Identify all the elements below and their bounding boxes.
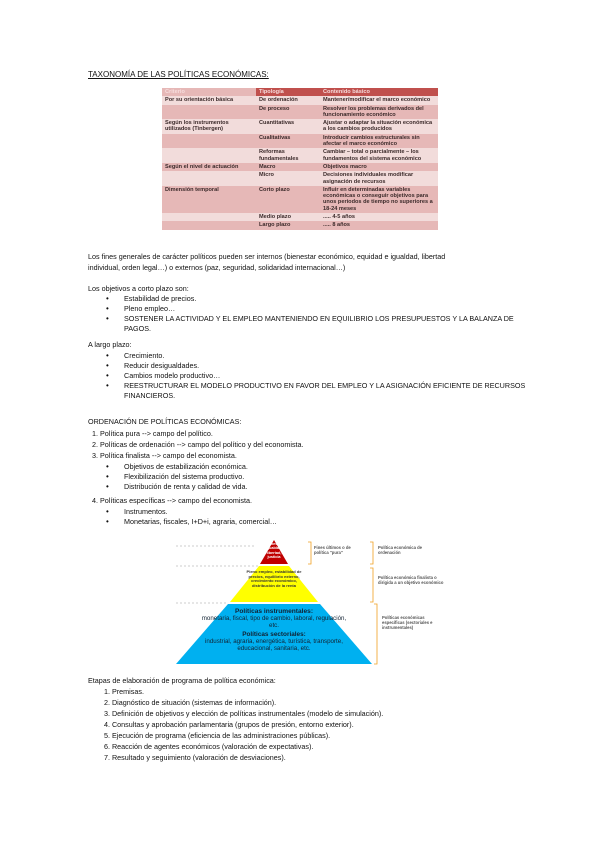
table-cell xyxy=(162,148,256,163)
ordenacion-item-2: 2. Políticas de ordenación --> campo del político y del economista. xyxy=(92,440,304,449)
table-cell: Según el nivel de actuación xyxy=(162,163,256,171)
list-item: • Monetarias, fiscales, I+D+i, agraria, comercial… xyxy=(106,517,277,527)
table-cell: Micro xyxy=(256,171,320,186)
label-ordenacion: Política económica de ordenación xyxy=(378,545,422,555)
especificas-list xyxy=(106,507,277,527)
table-cell: Dimensión temporal xyxy=(162,186,256,213)
etapa-item: 7. Resultado y seguimiento (valoración de desviaciones). xyxy=(104,753,286,762)
table-cell: Cualitativas xyxy=(256,134,320,149)
list-item: • Flexibilización del sistema productivo. xyxy=(106,472,248,482)
table-cell: Decisiones individuales modificar asignación de recursos xyxy=(320,171,438,186)
list-item: • Estabilidad de precios. xyxy=(106,294,534,304)
etapa-item: 2. Diagnóstico de situación (sistemas de información). xyxy=(104,698,277,707)
table-row xyxy=(162,119,438,134)
etapa-item: 6. Reacción de agentes económicos (valoración de expectativas). xyxy=(104,742,314,751)
etapas-heading: Etapas de elaboración de programa de política económica: xyxy=(88,676,276,685)
long-term-heading: A largo plazo: xyxy=(88,340,132,349)
taxonomy-table xyxy=(162,88,438,230)
table-cell: Según los instrumentos utilizados (Tinbergen) xyxy=(162,119,256,134)
list-item: • Instrumentos. xyxy=(106,507,277,517)
pyramid-top-label: Bienestar, igualdad, libertad, justicia xyxy=(264,542,284,560)
table-cell: Introducir cambios estructurales sin afectar el marco económico xyxy=(320,134,438,149)
table-cell: Mantener/modificar el marco económico xyxy=(320,96,438,104)
label-finalista: Política económica finalista o dirigida a un objetivo económico xyxy=(378,575,444,585)
table-cell: De ordenación xyxy=(256,96,320,104)
paragraph-fines-line2: individual, orden legal…) o externos (paz, seguridad, solidaridad internacional…) xyxy=(88,263,346,272)
table-cell: ..... 4-5 años xyxy=(320,213,438,221)
table-cell: De proceso xyxy=(256,105,320,120)
table-cell: Influir en determinadas variables económicas o conseguir objetivos para unos periodos de tiempo no superiores a 18-24 meses xyxy=(320,186,438,213)
header-contenido: Contenido básico xyxy=(320,88,438,96)
ordenacion-heading: ORDENACIÓN DE POLÍTICAS ECONÓMICAS: xyxy=(88,417,242,426)
table-cell xyxy=(162,213,256,221)
list-item: • Distribución de renta y calidad de vida. xyxy=(106,482,248,492)
table-row xyxy=(162,221,438,229)
list-item: • Objetivos de estabilización económica. xyxy=(106,462,248,472)
etapa-item: 4. Consultas y aprobación parlamentaria (grupos de presión, entorno exterior). xyxy=(104,720,354,729)
list-item: • Reducir desigualdades. xyxy=(106,361,534,371)
ordenacion-item-1: 1. Política pura --> campo del político. xyxy=(92,429,213,438)
finalista-list xyxy=(106,462,248,492)
ordenacion-item-4: 4. Políticas específicas --> campo del economista. xyxy=(92,496,252,505)
paragraph-fines-line1: Los fines generales de carácter políticos pueden ser internos (bienestar económico, equidad e igualdad, libertad xyxy=(88,252,446,261)
table-cell: Corto plazo xyxy=(256,186,320,213)
header-criterio: Criterio xyxy=(162,88,256,96)
list-item: • Pleno empleo… xyxy=(106,304,534,314)
pyramid-instrumental-text: monetaria, fiscal, tipo de cambio, laboral, regulación, etc. xyxy=(201,615,347,629)
header-tipologia: Tipología xyxy=(256,88,320,96)
policy-pyramid xyxy=(176,540,448,668)
pyramid-instrumental-title: Políticas instrumentales: xyxy=(234,608,314,615)
table-cell: Resolver los problemas derivados del funcionamiento económico xyxy=(320,105,438,120)
short-term-heading: Los objetivos a corto plazo son: xyxy=(88,284,189,293)
label-especificas: Políticas económicas específicas (sectoriales e instrumentales) xyxy=(382,615,433,630)
table-row xyxy=(162,213,438,221)
table-cell: Ajustar o adaptar la situación económica a los cambios producidos xyxy=(320,119,438,134)
table-cell xyxy=(162,171,256,186)
table-cell: ..... 8 años xyxy=(320,221,438,229)
table-cell: Por su orientación básica xyxy=(162,96,256,104)
bracket-middle xyxy=(370,568,373,602)
table-header-row xyxy=(162,88,438,96)
bracket-top xyxy=(308,542,311,564)
list-item: • Crecimiento. xyxy=(106,351,534,361)
table-cell: Cuantitativas xyxy=(256,119,320,134)
table-row xyxy=(162,105,438,120)
table-row xyxy=(162,186,438,213)
list-item: • Cambios modelo productivo… xyxy=(106,371,534,381)
table-row xyxy=(162,171,438,186)
list-item: • SOSTENER LA ACTIVIDAD Y EL EMPLEO MANTENIENDO EN EQUILIBRIO LOS PRESUPUESTOS Y LA BALANZA DE PAGOS. xyxy=(106,314,534,334)
long-term-list xyxy=(106,351,534,401)
ordenacion-item-3: 3. Política finalista --> campo del economista. xyxy=(92,451,237,460)
list-item: • REESTRUCTURAR EL MODELO PRODUCTIVO EN FAVOR DEL EMPLEO Y LA ASIGNACIÓN EFICIENTE DE RECURSOS FINANCIEROS. xyxy=(106,381,534,401)
table-cell: Cambiar – total o parcialmente – los fundamentos del sistema económico xyxy=(320,148,438,163)
table-cell: Reformas fundamentales xyxy=(256,148,320,163)
table-cell: Objetivos macro xyxy=(320,163,438,171)
table-row xyxy=(162,134,438,149)
table-cell: Largo plazo xyxy=(256,221,320,229)
table-cell: Medio plazo xyxy=(256,213,320,221)
table-cell xyxy=(162,221,256,229)
etapa-item: 1. Premisas. xyxy=(104,687,144,696)
table-cell xyxy=(162,105,256,120)
bracket-bottom xyxy=(374,604,377,664)
pyramid-sectoral-text: industrial, agraria, energética, turística, transporte, educacional, sanitaria, etc. xyxy=(205,638,343,652)
table-row xyxy=(162,96,438,104)
page-title: TAXONOMÍA DE LAS POLÍTICAS ECONÓMICAS: xyxy=(88,70,269,79)
etapa-item: 3. Definición de objetivos y elección de políticas instrumentales (modelo de simulación). xyxy=(104,709,384,718)
table-row xyxy=(162,148,438,163)
short-term-list xyxy=(106,294,534,334)
table-cell: Macro xyxy=(256,163,320,171)
table-cell xyxy=(162,134,256,149)
label-fines-ultimos: Fines últimos o de política "pura" xyxy=(314,545,351,555)
table-row xyxy=(162,163,438,171)
bracket-top-right xyxy=(370,542,373,564)
pyramid-sectoral-title: Políticas sectoriales: xyxy=(242,631,306,638)
etapa-item: 5. Ejecución de programa (eficiencia de las administraciones públicas). xyxy=(104,731,331,740)
pyramid-middle-label: Pleno empleo, estabilidad de precios, equilibrio externo, crecimiento económico, distribución de la renta xyxy=(246,569,302,588)
